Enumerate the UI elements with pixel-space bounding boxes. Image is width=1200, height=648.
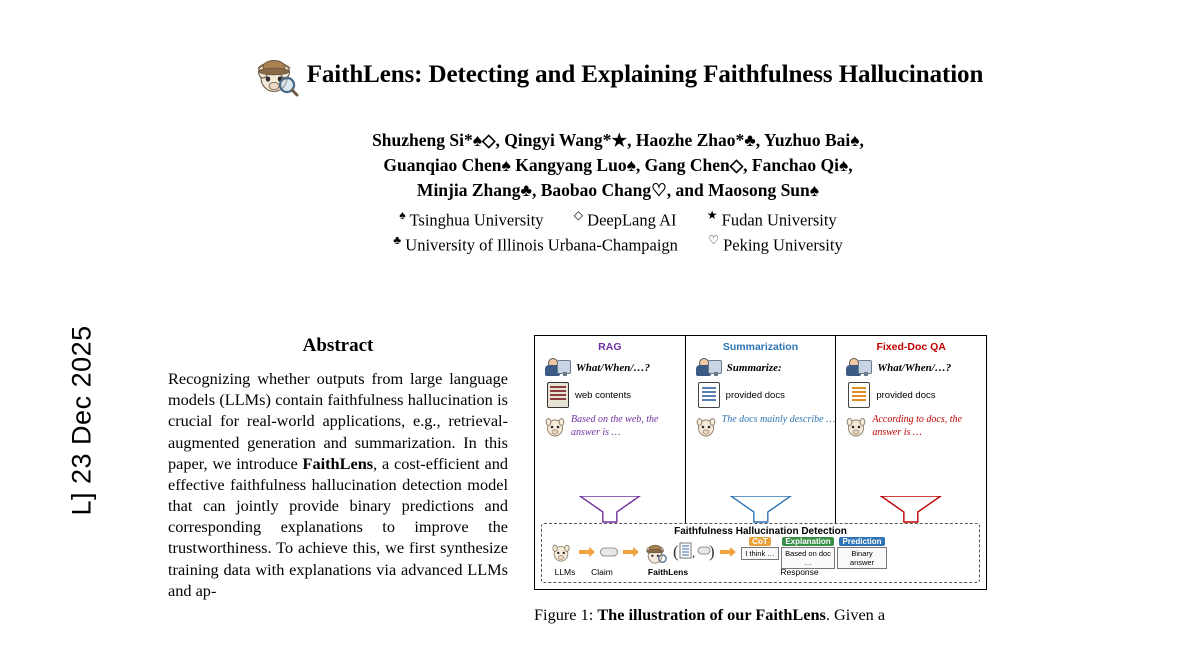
arxiv-stamp-text: L] 23 Dec 2025 [66, 325, 97, 516]
figure-doc-label-summarization: provided docs [725, 389, 785, 401]
figure-caption-rest: . Given a [825, 605, 886, 624]
figure-doc-row-summarization [698, 382, 836, 408]
svg-text:): ) [709, 541, 715, 561]
llama-icon [543, 414, 567, 438]
abstract-text [168, 368, 508, 601]
chip-cot: CoT [749, 537, 771, 546]
abstract-bold-faithlens: FaithLens [302, 453, 374, 473]
detection-title: Faithfulness Hallucination Detection [674, 526, 847, 537]
figure-panel-fixed-doc-qa [835, 336, 986, 524]
figure-panel-title-summarization: Summarization [722, 341, 799, 353]
abstract-heading: Abstract [302, 335, 374, 356]
affiliation-name: Tsinghua University [409, 210, 544, 230]
figure-arrow-rag [535, 496, 685, 524]
figure-answer-fixed-doc-qa: According to docs, the answer is … [872, 414, 962, 438]
affiliation-line-1 [168, 207, 1068, 232]
affiliation-name: DeepLang AI [587, 210, 677, 230]
content-columns [168, 335, 1068, 625]
figure-user-row-summarization [696, 358, 836, 378]
figure-arrow-summarization [686, 496, 836, 524]
affiliation-symbol: ♠ [399, 207, 406, 222]
author-line-3: Minjia Zhang♣, Baobao Chang♡, and Maosong Sun♠ [416, 179, 820, 200]
figure-panel-rag [535, 336, 685, 524]
abstract-column [168, 335, 508, 625]
llms-llama-icon [550, 541, 574, 565]
author-line-1: Shuzheng Si*♠◇, Qingyi Wang*★, Haozhe Zhao*♣, Yuzhuo Bai♠, [372, 130, 864, 150]
user-computer-icon [696, 358, 722, 378]
faithlens-llama-detective-icon [644, 541, 668, 565]
figure-detection-panel [541, 523, 980, 583]
affiliation-name: University of Illinois Urbana-Champaign [405, 235, 678, 255]
svg-text:,: , [692, 544, 696, 560]
detection-label-llms: LLMs [554, 567, 576, 577]
affiliation-line-2 [168, 232, 1068, 257]
detection-response-group [741, 537, 887, 569]
figure-top-panels [535, 336, 986, 524]
chip-explanation: Explanation [782, 537, 833, 546]
arrow-right-icon [579, 544, 595, 562]
svg-text:(: ( [673, 541, 679, 561]
figure-panel-title-rag: RAG [598, 341, 622, 353]
affiliation-name: Peking University [723, 235, 843, 255]
detection-labels [550, 567, 979, 577]
affiliation-list [168, 207, 1068, 258]
figure-caption [534, 604, 989, 625]
response-box-prediction: Binary answer [837, 547, 887, 569]
figure-doc-row-fixed-doc-qa [848, 382, 986, 408]
user-computer-icon [545, 358, 571, 378]
response-box-explanation: Based on doc … [781, 547, 835, 569]
detection-label-response: Response [780, 567, 819, 577]
figure-column [534, 335, 989, 625]
affiliation-symbol: ♡ [708, 232, 719, 247]
figure-doc-label-fixed-doc-qa: provided docs [876, 389, 936, 401]
claim-pill-icon [600, 544, 618, 562]
chip-prediction: Prediction [839, 537, 884, 546]
affiliation-symbol: ★ [706, 207, 718, 222]
figure-user-row-rag [545, 358, 685, 378]
figure-doc-row-rag [547, 382, 685, 408]
page-title: FaithLens: Detecting and Explaining Faithfulness Hallucination [306, 61, 984, 88]
figure-answer-row-summarization [694, 414, 836, 438]
figure-query-fixed-doc-qa: What/When/…? [877, 362, 952, 374]
web-document-icon [547, 382, 569, 408]
response-box-cot: I think … [741, 547, 779, 560]
figure-panel-summarization [685, 336, 836, 524]
figure-caption-prefix: Figure 1: [534, 605, 598, 624]
llama-icon [844, 414, 868, 438]
arxiv-stamp [2, 0, 97, 648]
detection-label-claim: Claim [591, 567, 613, 577]
abstract-part-2: , a cost-efficient and effective faithfulness hallucination detection model that can jointly provide binary predictions and corresponding explanations to improve the trustworthiness. To achieve this, we first synthesize training data with explanations via advanced LLMs and ap- [168, 453, 508, 600]
paper-page [168, 0, 1068, 648]
orange-document-icon [848, 382, 870, 408]
affiliation-symbol: ◇ [573, 207, 584, 222]
figure-query-rag: What/When/…? [576, 362, 650, 374]
arrow-right-icon [720, 544, 736, 562]
input-bracket-group [673, 540, 715, 567]
figure-user-row-fixed-doc-qa [846, 358, 986, 378]
figure-answer-row-fixed-doc-qa [844, 414, 986, 439]
figure-query-summarization: Summarize: [726, 362, 782, 374]
llama-detective-icon [253, 52, 299, 98]
affiliation-symbol: ♣ [393, 232, 402, 247]
title-row [168, 52, 1068, 98]
author-list [168, 128, 1068, 203]
detection-label-faithlens: FaithLens [647, 567, 689, 577]
arrow-right-icon [623, 544, 639, 562]
author-line-2: Guanqiao Chen♠ Kangyang Luo♠, Gang Chen◇, Fanchao Qi♠, [383, 154, 853, 175]
figure-answer-row-rag [543, 414, 685, 439]
blue-document-icon [698, 382, 720, 408]
llama-icon [694, 414, 718, 438]
figure-caption-bold: The illustration of our FaithLens [597, 605, 826, 624]
user-computer-icon [846, 358, 872, 378]
figure-arrow-fixed-doc-qa [836, 496, 986, 524]
figure-answer-rag: Based on the web, the answer is … [571, 414, 659, 438]
figure-1 [534, 335, 987, 590]
detection-pipeline [550, 539, 979, 567]
figure-answer-summarization: The docs mainly describe … [721, 414, 835, 425]
figure-panel-title-fixed-doc-qa: Fixed-Doc QA [876, 341, 946, 353]
abstract-part-1: Recognizing whether outputs from large language models (LLMs) contain faithfulness hallucination is crucial for real-world applications, e.g., retrieval-augmented generation and summarization. In this paper, we introduce [168, 369, 508, 473]
affiliation-name: Fudan University [721, 210, 837, 230]
figure-doc-label-rag: web contents [575, 389, 631, 401]
